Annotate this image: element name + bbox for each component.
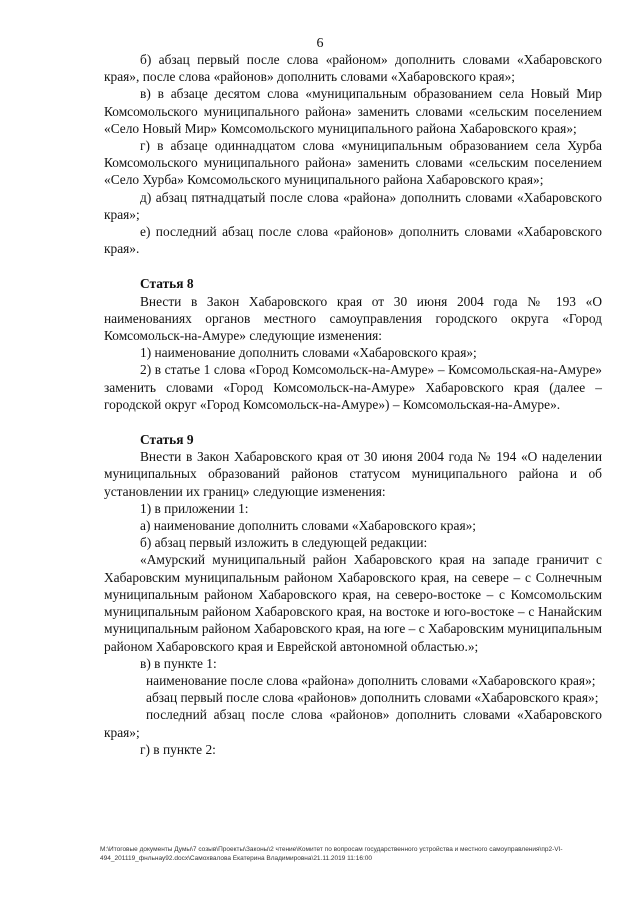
paragraph: г) в абзаце одиннадцатом слова «муниципальным образованием села Хурба Комсомольского муниципального района» заменить словами «сельским поселением «Село Хурба» Комсомольского муниципального района Хабаровского края»; bbox=[104, 138, 602, 188]
article-9-paragraph: абзац первый после слова «районов» дополнить словами «Хабаровского края»; bbox=[146, 690, 599, 706]
article-8-paragraph: 1) наименование дополнить словами «Хабаровского края»; bbox=[140, 345, 477, 361]
paragraph: б) абзац первый после слова «районом» дополнить словами «Хабаровского края», после слова «районов» дополнить словами «Хабаровского края»; bbox=[104, 52, 602, 85]
article-8-heading: Статья 8 bbox=[140, 276, 194, 292]
paragraph: е) последний абзац после слова «районов» дополнить словами «Хабаровского края». bbox=[104, 224, 602, 257]
article-9-paragraph: в) в пункте 1: bbox=[140, 655, 217, 671]
article-9-paragraph: г) в пункте 2: bbox=[140, 741, 216, 757]
document-body bbox=[104, 51, 602, 758]
article-9-paragraph: 1) в приложении 1: bbox=[140, 500, 249, 516]
article-9-quote: «Амурский муниципальный район Хабаровского края на западе граничит с Хабаровским муниципальным районом Хабаровского края, на севере – с Солнечным муниципальным районом Хабаровского края, на северо-востоке – с Комсомольским муниципальным районом Хабаровского края, на востоке и юго-востоке – с Нанайским муниципальным районом Хабаровского края, на юге – с Хабаровским муниципальным районом Хабаровского края и Еврейской автономной областью.»; bbox=[104, 552, 602, 654]
paragraph: в) в абзаце десятом слова «муниципальным образованием села Новый Мир Комсомольского муниципального района» заменить словами «сельским поселением «Село Новый Мир» Комсомольского муниципального района Хабаровского края»; bbox=[104, 86, 602, 136]
article-8-paragraph: 2) в статье 1 слова «Город Комсомольск-на-Амуре» – Комсомольская-на-Амуре» заменить словами «Город Комсомольск-на-Амуре» Хабаровского края (далее – городской округ «Город Комсомольск-на-Амуре») – Комсомольская-на-Амуре». bbox=[104, 362, 602, 412]
file-path-footer: М:\Итоговые документы Думы\7 созыв\Проекты\Законы\2 чтение\Комитет по вопросам государственного устройства и местного самоуправления\пр2-VI-494_201119_фнльнау92.docx\Самохвалова Екатерина Владимировна\21.11.2019 11:16:00 bbox=[100, 846, 563, 862]
page-number: 6 bbox=[316, 36, 324, 51]
article-9-paragraph: Внести в Закон Хабаровского края от 30 июня 2004 года № 194 «О наделении муниципальных образований районов статусом муниципального района и об установлении их границ» следующие изменения: bbox=[104, 449, 602, 499]
article-8-paragraph: Внести в Закон Хабаровского края от 30 июня 2004 года № 193 «О наименованиях органов местного самоуправления городского округа «Город Комсомольск-на-Амуре» следующие изменения: bbox=[104, 293, 602, 344]
paragraph: д) абзац пятнадцатый после слова «района» дополнить словами «Хабаровского края»; bbox=[104, 189, 602, 222]
article-9-paragraph: б) абзац первый изложить в следующей редакции: bbox=[140, 535, 428, 551]
article-9-paragraph: наименование после слова «района» дополнить словами «Хабаровского края»; bbox=[146, 672, 596, 688]
article-9-paragraph: последний абзац после слова «районов» дополнить словами «Хабаровского края»; bbox=[104, 707, 602, 740]
article-9-heading: Статья 9 bbox=[140, 432, 194, 448]
article-9-paragraph: а) наименование дополнить словами «Хабаровского края»; bbox=[140, 518, 477, 534]
